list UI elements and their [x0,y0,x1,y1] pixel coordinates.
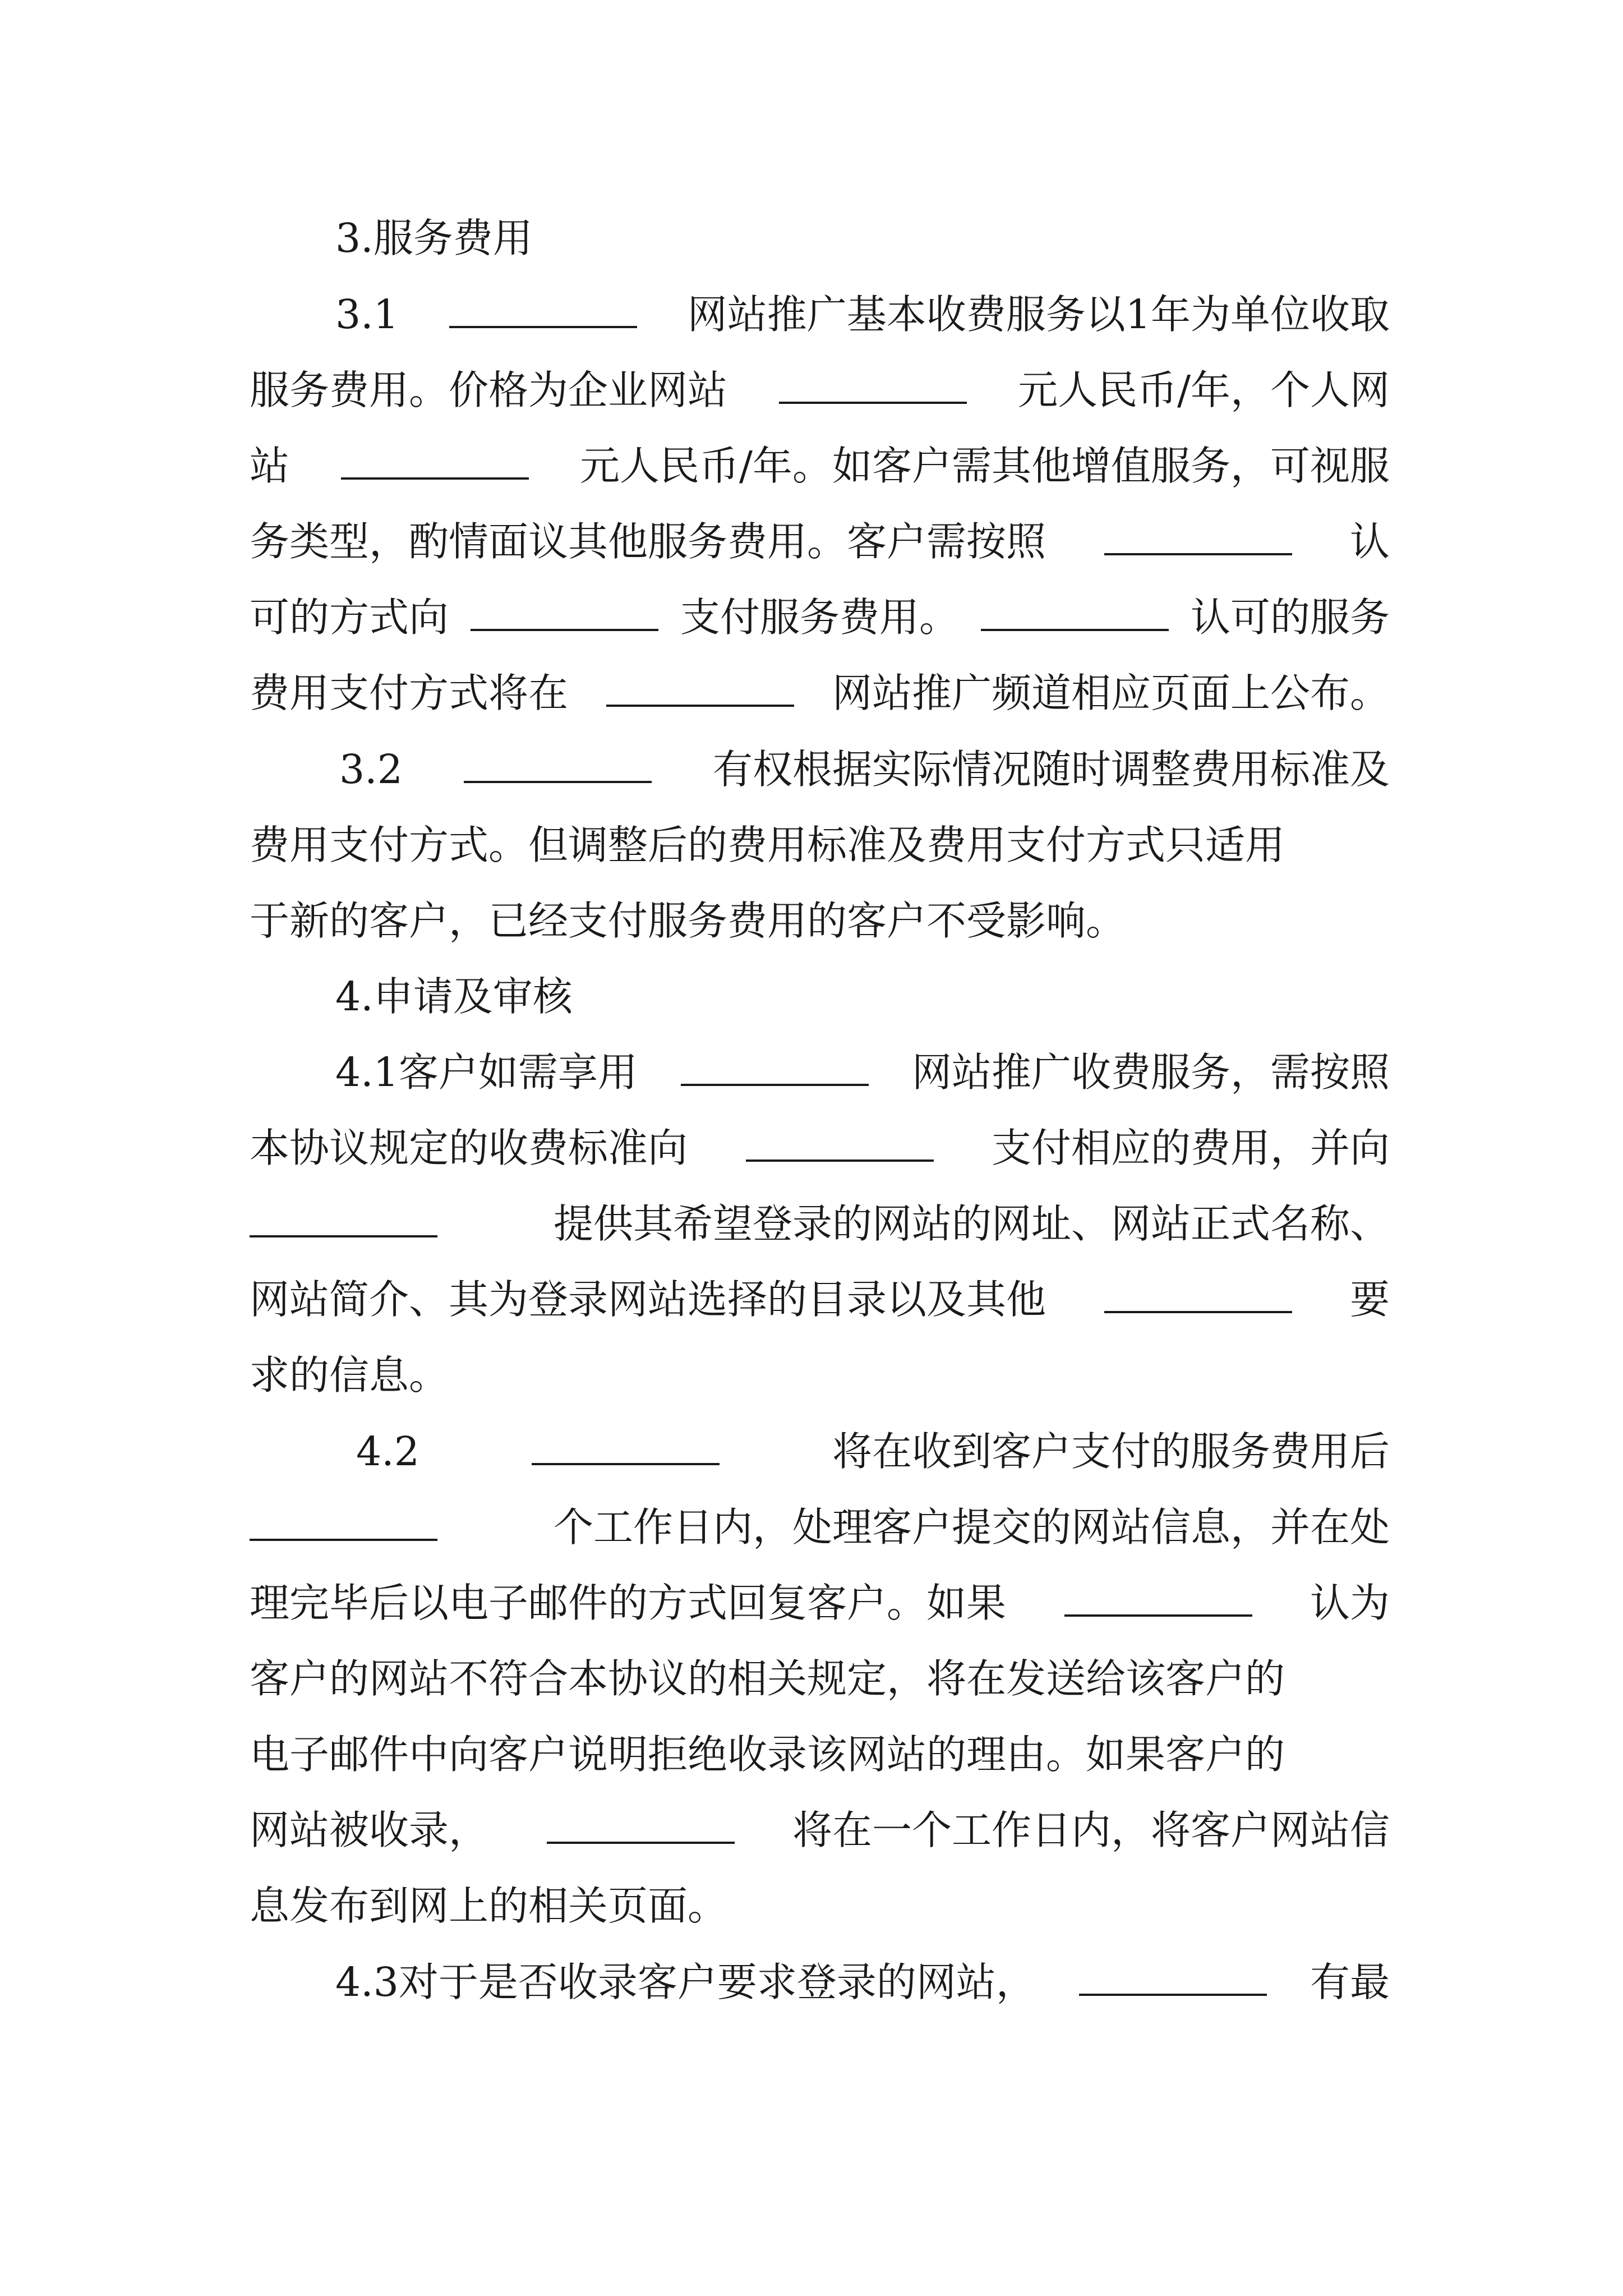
text-segment: 元人民币/年，个人网 [1018,367,1390,413]
fill-in-blank [1104,551,1292,555]
paragraph-line [250,1502,1390,1553]
fill-in-blank [449,324,637,328]
fill-in-blank [779,399,967,404]
paragraph-line [250,1199,1390,1249]
fill-in-blank [1079,1991,1267,1996]
text-segment: 认为 [1310,1580,1390,1626]
text-segment: 要 [1349,1276,1390,1323]
text-segment: 认 [1349,518,1390,565]
paragraph-line [250,592,1390,643]
section-heading [335,213,533,264]
text-segment: 3.2 [339,746,403,793]
paragraph-line [250,896,1126,946]
section-heading [335,972,573,1022]
text-segment: 3.1 [335,291,399,338]
text-segment: 电子邮件中向客户说明拒绝收录该网站的理由。如果客户的 [250,1731,1285,1778]
text-segment: 3.服务费用 [335,215,533,261]
paragraph-line [335,1047,1390,1098]
text-segment: 息发布到网上的相关页面。 [250,1883,728,1929]
paragraph-line [250,1578,1390,1628]
paragraph-line [250,1805,1390,1856]
paragraph-line [250,1123,1390,1174]
text-segment: 务类型，酌情面议其他服务费用。客户需按照 [250,518,1046,565]
text-segment: 有权根据实际情况随时调整费用标准及 [712,746,1390,793]
text-segment: 费用支付方式。但调整后的费用标准及费用支付方式只适用 [250,822,1285,868]
text-segment: 求的信息。 [250,1352,449,1398]
text-segment: 提供其希望登录的网站的网址、网站正式名称、 [553,1200,1390,1247]
fill-in-blank [1064,1612,1252,1617]
paragraph-line [335,289,1390,340]
text-segment: 将在一个工作日内，将客户网站信 [792,1807,1390,1853]
text-segment: 4.申请及审核 [335,973,573,1020]
text-segment: 网站被收录， [250,1807,489,1853]
text-segment: 网站推广频道相应页面上公布。 [832,670,1390,716]
fill-in-blank [532,1461,720,1465]
text-segment: 个工作日内，处理客户提交的网站信息，并在处 [553,1504,1390,1550]
text-segment: 网站简介、其为登录网站选择的目录以及其他 [250,1276,1046,1323]
paragraph-line [250,1350,449,1401]
text-segment: 4.1客户如需享用 [335,1049,638,1096]
paragraph-line [356,1427,1390,1477]
fill-in-blank [681,1082,869,1086]
text-segment: 有最 [1310,1959,1390,2005]
text-segment: 站 [250,443,290,489]
fill-in-blank [471,627,658,631]
text-segment: 本协议规定的收费标准向 [250,1125,688,1171]
text-segment: 理完毕后以电子邮件的方式回复客户。如果 [250,1580,1007,1626]
text-segment: 服务费用。价格为企业网站 [250,367,728,413]
fill-in-blank [1104,1309,1292,1313]
text-segment: 支付服务费用。 [680,594,959,641]
text-segment: 可的方式向 [250,594,449,641]
text-segment: 支付相应的费用，并向 [991,1125,1390,1171]
fill-in-blank [746,1157,934,1162]
fill-in-blank [341,475,529,480]
fill-in-blank [981,627,1169,631]
fill-in-blank [547,1839,735,1844]
paragraph-line [250,1654,1390,1704]
paragraph-line [250,1881,727,1931]
text-segment: 4.3对于是否收录客户要求登录的网站， [335,1959,1036,2005]
paragraph-line [250,441,1390,491]
paragraph-line [250,668,1390,719]
fill-in-blank [464,779,652,783]
paragraph-line [250,820,1390,871]
fill-in-blank [606,702,794,707]
text-segment: 于新的客户，已经支付服务费用的客户不受影响。 [250,898,1126,944]
paragraph-line [250,1729,1390,1780]
text-segment: 网站推广基本收费服务以1年为单位收取 [687,291,1390,338]
fill-in-blank [250,1536,437,1541]
paragraph-line [339,744,1390,795]
text-segment: 认可的服务 [1190,594,1390,641]
paragraph-line [250,1274,1390,1325]
text-segment: 将在收到客户支付的服务费用后 [832,1428,1390,1475]
text-segment: 客户的网站不符合本协议的相关规定，将在发送给该客户的 [250,1655,1285,1702]
text-segment: 元人民币/年。如客户需其他增值服务，可视服 [580,443,1390,489]
text-segment: 费用支付方式将在 [250,670,569,716]
text-segment: 网站推广收费服务，需按照 [911,1049,1390,1096]
paragraph-line [250,365,1390,416]
paragraph-line [335,1957,1390,2008]
text-segment: 4.2 [356,1428,419,1475]
paragraph-line [250,517,1390,567]
fill-in-blank [250,1233,437,1237]
